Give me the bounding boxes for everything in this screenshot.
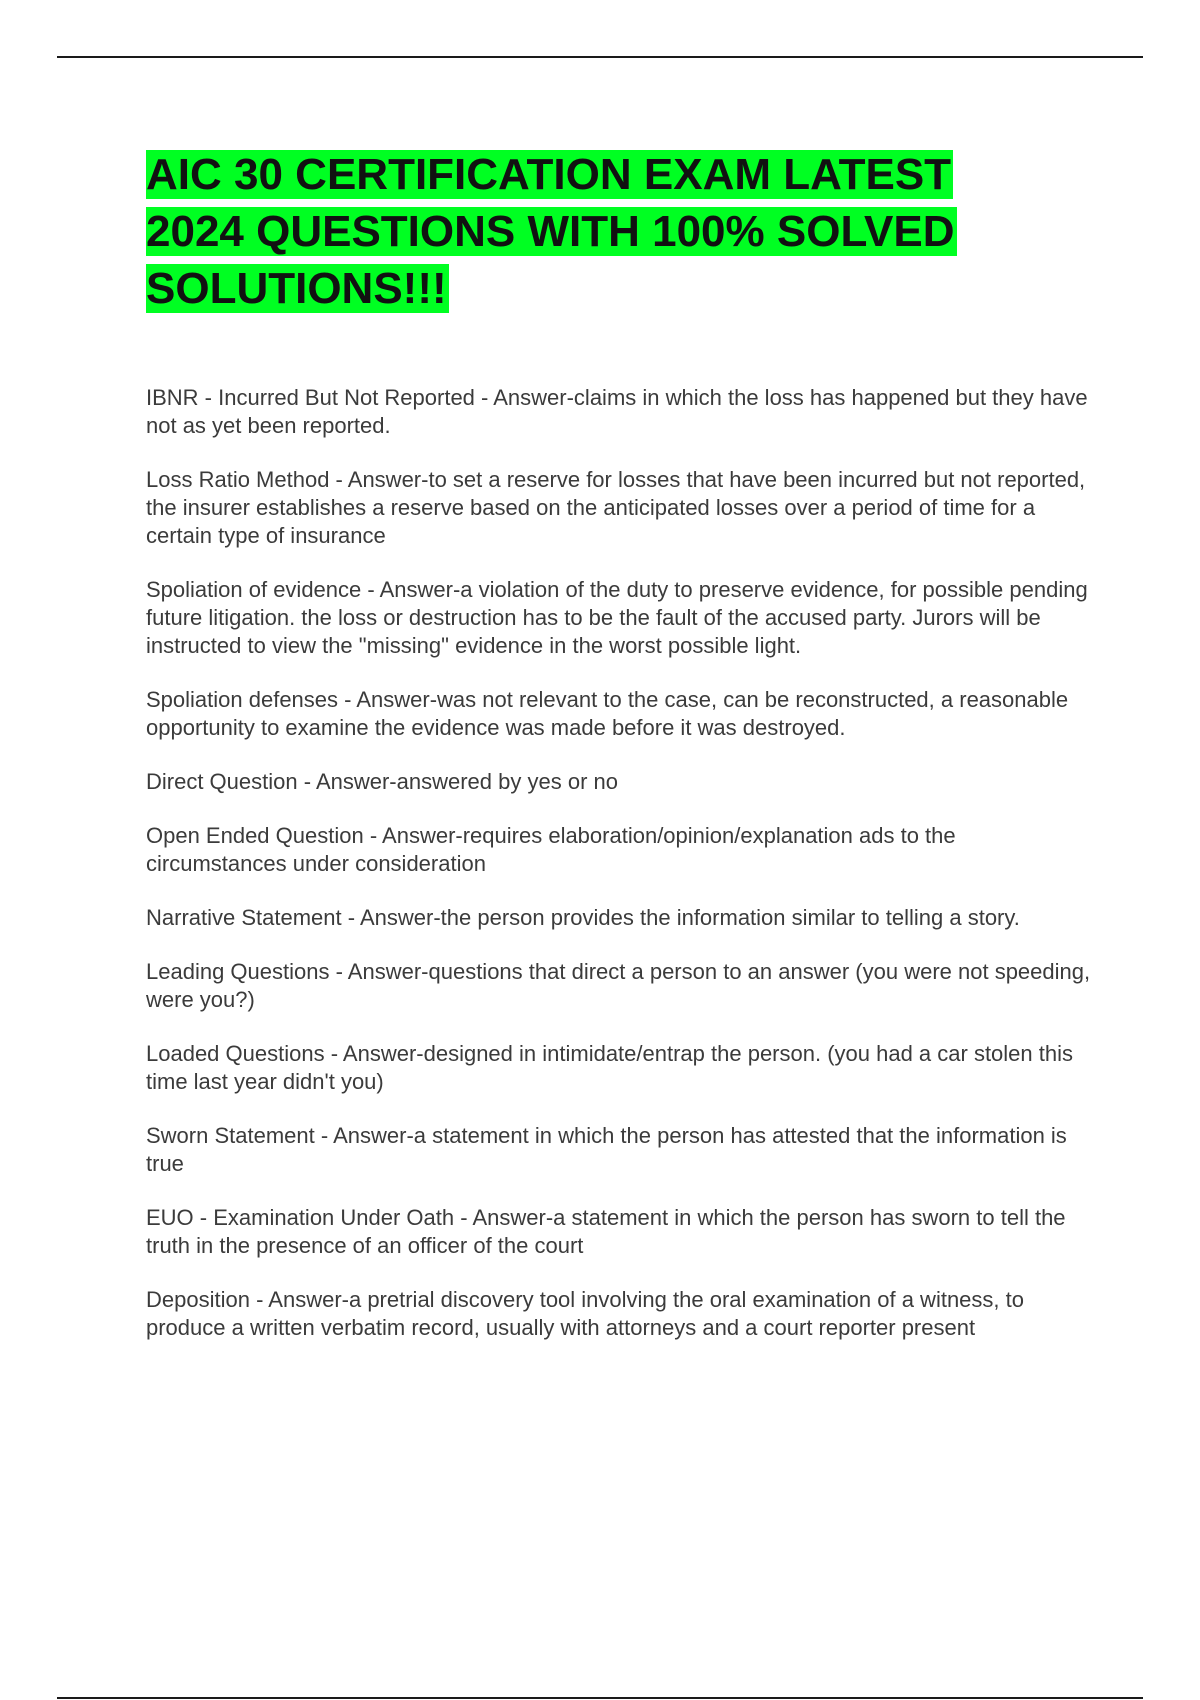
qa-entry-deposition: Deposition - Answer-a pretrial discovery tool involving the oral examination of a witness, to produce a written verbatim record, usually with attorneys and a court reporter present [146,1287,1024,1340]
qa-entry-loss-ratio-method: Loss Ratio Method - Answer-to set a reserve for losses that have been incurred but not reported, the insurer establishes a reserve based on the anticipated losses over a period of time for a certain type of insurance [146,467,1086,548]
bottom-rule [57,1697,1143,1699]
title-block [146,146,1046,317]
qa-entry-spoliation-of-evidence: Spoliation of evidence - Answer-a violation of the duty to preserve evidence, for possible pending future litigation. the loss or destruction has to be the fault of the accused party. Jurors will be instructed to view the "missing" evidence in the worst possible light. [146,577,1088,658]
qa-entry-open-ended-question: Open Ended Question - Answer-requires elaboration/opinion/explanation ads to the circumstances under consideration [146,823,956,876]
qa-entry-ibnr: IBNR - Incurred But Not Reported - Answer-claims in which the loss has happened but they have not as yet been reported. [146,385,1088,438]
qa-entry-sworn-statement: Sworn Statement - Answer-a statement in which the person has attested that the information is true [146,1123,1067,1176]
qa-entry-spoliation-defenses: Spoliation defenses - Answer-was not relevant to the case, can be reconstructed, a reasonable opportunity to examine the evidence was made before it was destroyed. [146,687,1069,740]
qa-entry-narrative-statement: Narrative Statement - Answer-the person provides the information similar to telling a story. [146,905,1020,930]
title-highlight: AIC 30 CERTIFICATION EXAM LATEST 2024 QUESTIONS WITH 100% SOLVED SOLUTIONS!!! [146,150,955,313]
qa-entry-euo: EUO - Examination Under Oath - Answer-a statement in which the person has sworn to tell the truth in the presence of an officer of the court [146,1205,1066,1258]
document-title [146,146,1046,317]
qa-entry-loaded-questions: Loaded Questions - Answer-designed in intimidate/entrap the person. (you had a car stolen this time last year didn't you) [146,1041,1073,1094]
top-rule [57,56,1143,58]
qa-list [146,384,1096,1368]
qa-entry-direct-question: Direct Question - Answer-answered by yes or no [146,769,618,794]
qa-entry-leading-questions: Leading Questions - Answer-questions that direct a person to an answer (you were not speeding, were you?) [146,959,1091,1012]
